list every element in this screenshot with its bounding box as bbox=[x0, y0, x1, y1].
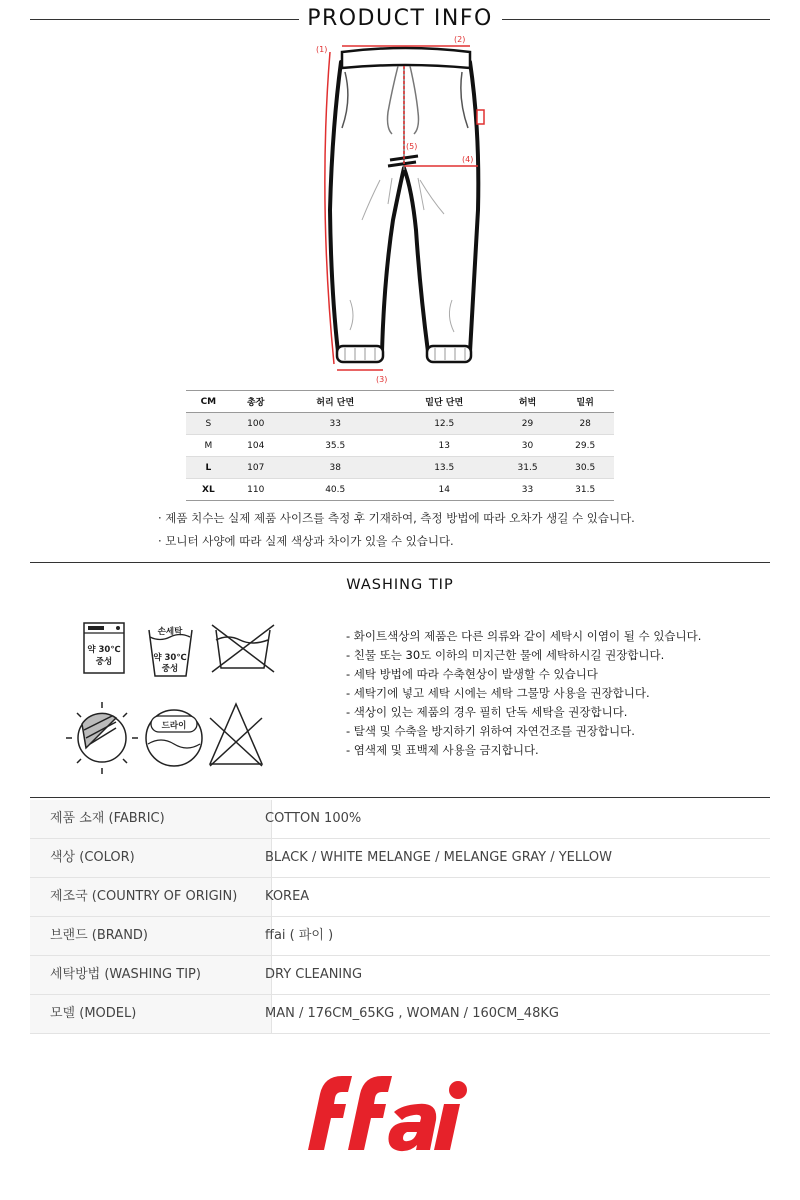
machine-wash-neutral: 중성 bbox=[95, 657, 113, 667]
washing-tips-list bbox=[346, 627, 766, 760]
label-rise: (5) bbox=[406, 142, 418, 151]
table-cell: 40.5 bbox=[325, 484, 346, 495]
no-wring-icon bbox=[212, 625, 274, 672]
thigh-col-header: 허벅 bbox=[518, 398, 537, 408]
label-total-length: (1) bbox=[316, 45, 328, 54]
hand-wash-temp: 약 30℃ bbox=[153, 653, 187, 663]
info-value: DRY CLEANING bbox=[265, 967, 363, 982]
section-divider bbox=[30, 562, 770, 563]
size-col-header: CM bbox=[200, 396, 217, 407]
table-cell: 110 bbox=[247, 484, 265, 495]
note-monitor-color: · 모니터 사양에 따라 실제 색상과 차이가 있을 수 있습니다. bbox=[158, 534, 454, 548]
table-cell: 13 bbox=[438, 440, 450, 451]
table-cell: 29.5 bbox=[575, 440, 596, 451]
table-cell: 38 bbox=[329, 462, 341, 473]
label-thigh: (4) bbox=[462, 155, 474, 164]
section-divider bbox=[30, 797, 770, 798]
table-cell: 107 bbox=[247, 462, 265, 473]
washing-tip: - 색상이 있는 제품의 경우 필히 단독 세탁을 권장합니다. bbox=[346, 705, 628, 719]
table-cell: 31.5 bbox=[575, 484, 596, 495]
table-cell: 35.5 bbox=[325, 440, 346, 451]
info-label: 브랜드 (BRAND) bbox=[30, 917, 272, 955]
no-bleach-icon bbox=[210, 704, 262, 766]
washing-tip: - 세탁 방법에 따라 수축현상이 발생할 수 있습니다 bbox=[346, 667, 598, 681]
machine-wash-temp: 약 30℃ bbox=[87, 645, 121, 655]
table-cell: XL bbox=[202, 484, 215, 495]
rise-col-header: 밑위 bbox=[576, 398, 594, 408]
dry-clean-label: 드라이 bbox=[161, 721, 187, 731]
washing-tip: - 화이트색상의 제품은 다른 의류와 같이 세탁시 이염이 될 수 있습니다. bbox=[346, 629, 702, 643]
table-cell: 33 bbox=[521, 484, 534, 495]
hand-wash-icon bbox=[149, 626, 192, 676]
label-waist: (2) bbox=[454, 35, 466, 44]
ffai-logo bbox=[290, 1062, 510, 1162]
table-row bbox=[186, 479, 614, 501]
info-label: 모델 (MODEL) bbox=[30, 995, 272, 1033]
info-label: 제조국 (COUNTRY OF ORIGIN) bbox=[30, 878, 272, 916]
info-label: 세탁방법 (WASHING TIP) bbox=[30, 956, 272, 994]
info-row-fabric bbox=[30, 800, 770, 839]
hand-wash-label: 손세탁 bbox=[157, 627, 183, 637]
info-row-brand bbox=[30, 917, 770, 956]
info-value: KOREA bbox=[265, 889, 310, 904]
hand-wash-neutral: 중성 bbox=[161, 664, 179, 674]
table-row bbox=[186, 413, 614, 435]
table-cell: 30.5 bbox=[575, 462, 596, 473]
table-cell: L bbox=[205, 462, 212, 473]
washing-tip: - 탈색 및 수축을 방지하기 위하여 자연건조를 권장합니다. bbox=[346, 724, 635, 738]
dry-clean-icon bbox=[146, 710, 202, 766]
table-cell: 28 bbox=[579, 418, 591, 429]
table-cell: 29 bbox=[521, 418, 534, 429]
table-row bbox=[186, 435, 614, 457]
info-value: COTTON 100% bbox=[265, 811, 362, 826]
table-cell: 31.5 bbox=[517, 462, 538, 473]
waist-col-header: 허리 단면 bbox=[316, 398, 355, 408]
hem-col-header: 밑단 단면 bbox=[425, 398, 464, 408]
table-cell: 13.5 bbox=[434, 462, 455, 473]
washing-tip: - 친물 또는 30도 이하의 미지근한 물에 세탁하시길 권장합니다. bbox=[346, 648, 665, 662]
washing-icons bbox=[60, 610, 300, 780]
table-cell: 14 bbox=[438, 484, 450, 495]
info-row-washing bbox=[30, 956, 770, 995]
info-row-model bbox=[30, 995, 770, 1034]
table-cell: S bbox=[205, 418, 212, 429]
info-row-color bbox=[30, 839, 770, 878]
table-cell: 12.5 bbox=[434, 418, 455, 429]
product-info-table bbox=[30, 800, 770, 1034]
size-table-header-row bbox=[186, 391, 614, 413]
info-value: ffai ( 파이 ) bbox=[265, 928, 334, 943]
machine-wash-icon bbox=[84, 623, 124, 673]
info-row-origin bbox=[30, 878, 770, 917]
washing-tip-title: WASHING TIP bbox=[346, 577, 454, 593]
table-cell: M bbox=[204, 440, 213, 451]
size-notes bbox=[158, 507, 718, 553]
washing-tip: - 세탁기에 넣고 세탁 시에는 세탁 그물망 사용을 권장합니다. bbox=[346, 686, 650, 700]
length-col-header: 총장 bbox=[247, 398, 265, 408]
label-hem: (3) bbox=[376, 375, 388, 384]
info-value: MAN / 176CM_65KG , WOMAN / 160CM_48KG bbox=[265, 1006, 559, 1021]
info-label: 제품 소재 (FABRIC) bbox=[30, 800, 272, 838]
page-title: PRODUCT INFO bbox=[299, 6, 501, 31]
info-label: 색상 (COLOR) bbox=[30, 839, 272, 877]
table-cell: 30 bbox=[521, 440, 534, 451]
table-row bbox=[186, 457, 614, 479]
table-cell: 100 bbox=[247, 418, 265, 429]
washing-tip: - 염색제 및 표백제 사용을 금지합니다. bbox=[346, 743, 539, 757]
note-measurement: · 제품 치수는 실제 제품 사이즈를 측정 후 기재하여, 측정 방법에 따라 오차가 생길 수 있습니다. bbox=[158, 511, 635, 525]
pants-measurement-diagram bbox=[300, 30, 500, 390]
dry-in-shade-icon bbox=[66, 702, 138, 774]
size-table bbox=[186, 390, 614, 501]
table-cell: 33 bbox=[329, 418, 341, 429]
table-cell: 104 bbox=[247, 440, 265, 451]
info-value: BLACK / WHITE MELANGE / MELANGE GRAY / YELLOW bbox=[265, 850, 612, 865]
